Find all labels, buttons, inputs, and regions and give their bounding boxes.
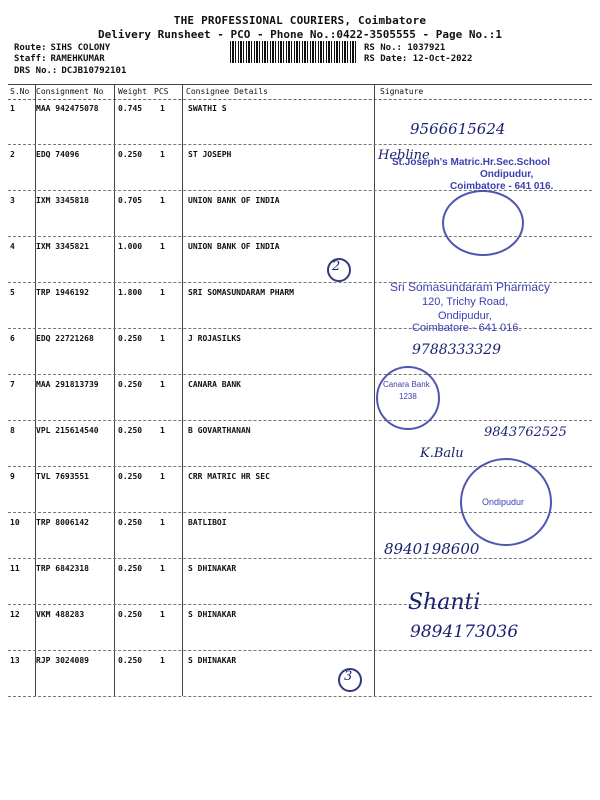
table-row bbox=[8, 558, 592, 605]
cell-sno: 3 bbox=[10, 196, 15, 205]
cell-consignee: CRR MATRIC HR SEC bbox=[188, 472, 270, 481]
drs-label: DRS No.: bbox=[14, 66, 58, 76]
cell-sno: 1 bbox=[10, 104, 15, 113]
rs-date-label: RS Date: bbox=[364, 54, 408, 64]
cell-consignee: S DHINAKAR bbox=[188, 656, 237, 665]
rs-no-label: RS No.: bbox=[364, 43, 402, 53]
cell-pcs: 1 bbox=[160, 334, 165, 343]
cell-pcs: 1 bbox=[160, 610, 165, 619]
stamp-canara-code: 1238 bbox=[399, 392, 417, 401]
document-title: THE PROFESSIONAL COURIERS, Coimbatore bbox=[173, 14, 427, 27]
cell-consignee: UNION BANK OF INDIA bbox=[188, 242, 280, 251]
staff-field bbox=[14, 54, 105, 64]
rs-no-value: 1037921 bbox=[407, 43, 446, 53]
handwritten-signature: Shanti bbox=[408, 590, 481, 615]
cell-sno: 12 bbox=[10, 610, 20, 619]
cell-pcs: 1 bbox=[160, 196, 165, 205]
cell-consignment-no: RJP 3024089 bbox=[36, 656, 89, 665]
handwritten-phone: 9843762525 bbox=[484, 425, 567, 440]
cell-pcs: 1 bbox=[160, 104, 165, 113]
handwritten-phone: 9566615624 bbox=[410, 120, 506, 138]
cell-sno: 5 bbox=[10, 288, 15, 297]
cell-consignment-no: TRP 6842318 bbox=[36, 564, 89, 573]
table-row bbox=[8, 650, 592, 697]
cell-weight: 0.250 bbox=[118, 150, 143, 159]
cell-pcs: 1 bbox=[160, 150, 165, 159]
cell-consignee: CANARA BANK bbox=[188, 380, 241, 389]
cell-weight: 0.250 bbox=[118, 518, 143, 527]
cell-sno: 9 bbox=[10, 472, 15, 481]
staff-label: Staff: bbox=[14, 54, 47, 64]
header-signature: Signature bbox=[380, 87, 424, 96]
cell-sno: 2 bbox=[10, 150, 15, 159]
cell-sno: 10 bbox=[10, 518, 20, 527]
stamp-canara-name: Canara Bank bbox=[383, 380, 430, 389]
handwritten-number: 2 bbox=[332, 259, 341, 274]
cell-consignment-no: MAA 942475078 bbox=[36, 104, 99, 113]
stamp-school-name: St.Joseph's Matric.Hr.Sec.School bbox=[392, 157, 550, 168]
cell-sno: 11 bbox=[10, 564, 20, 573]
rs-date-value: 12-Oct-2022 bbox=[412, 54, 473, 64]
cell-weight: 1.800 bbox=[118, 288, 143, 297]
stamp-pharmacy-name: Sri Somasundaram Pharmacy bbox=[390, 280, 551, 294]
header-sno: S.No bbox=[10, 87, 30, 96]
handwritten-phone: 8940198600 bbox=[384, 540, 480, 558]
cell-sno: 8 bbox=[10, 426, 15, 435]
cell-pcs: 1 bbox=[160, 288, 165, 297]
cell-weight: 0.250 bbox=[118, 380, 143, 389]
cell-weight: 0.250 bbox=[118, 564, 143, 573]
cell-consignment-no: TVL 7693551 bbox=[36, 472, 89, 481]
cell-consignee: J ROJASILKS bbox=[188, 334, 241, 343]
cell-weight: 0.705 bbox=[118, 196, 143, 205]
handwritten-signature: Hebline bbox=[378, 148, 430, 163]
table-row bbox=[8, 374, 592, 421]
handwritten-phone: 9894173036 bbox=[410, 622, 519, 642]
handwritten-signature: K.Balu bbox=[420, 446, 464, 461]
handwritten-number: 3 bbox=[344, 669, 353, 684]
handwritten-phone: 9788333329 bbox=[412, 342, 502, 358]
cell-consignment-no: MAA 291813739 bbox=[36, 380, 99, 389]
cell-consignee: UNION BANK OF INDIA bbox=[188, 196, 280, 205]
drs-field bbox=[14, 66, 126, 76]
stamp-pharmacy-area: Ondipudur, bbox=[438, 310, 492, 322]
cell-pcs: 1 bbox=[160, 242, 165, 251]
cell-consignment-no: TRP 8006142 bbox=[36, 518, 89, 527]
stamp-school-area: Ondipudur, bbox=[480, 169, 534, 180]
header-pcs: PCS bbox=[154, 87, 169, 96]
rs-no-field bbox=[364, 43, 445, 53]
cell-consignment-no: VKM 488283 bbox=[36, 610, 85, 619]
table-row bbox=[8, 328, 592, 375]
document-subtitle: Delivery Runsheet - PCO - Phone No.:0422-3505555 - Page No.:1 bbox=[98, 28, 502, 41]
route-field bbox=[14, 43, 110, 53]
cell-consignment-no: EDQ 74096 bbox=[36, 150, 80, 159]
cell-weight: 0.250 bbox=[118, 656, 143, 665]
cell-pcs: 1 bbox=[160, 656, 165, 665]
header-consignment-no: Consignment No bbox=[36, 87, 104, 96]
stamp-crr-area: Ondipudur bbox=[482, 497, 525, 507]
cell-consignment-no: EDQ 22721268 bbox=[36, 334, 94, 343]
bank-seal-stamp bbox=[442, 190, 524, 256]
stamp-school-city: Coimbatore - 641 016. bbox=[450, 181, 554, 192]
header-consignee-details: Consignee Details bbox=[186, 87, 268, 96]
cell-consignee: S DHINAKAR bbox=[188, 610, 237, 619]
stamp-pharmacy-city: Coimbatore - 641 016. bbox=[412, 322, 522, 334]
cell-pcs: 1 bbox=[160, 518, 165, 527]
staff-value: RAMEHKUMAR bbox=[50, 54, 105, 64]
cell-weight: 0.745 bbox=[118, 104, 143, 113]
cell-sno: 7 bbox=[10, 380, 15, 389]
cell-consignee: BATLIBOI bbox=[188, 518, 227, 527]
cell-weight: 1.000 bbox=[118, 242, 143, 251]
cell-weight: 0.250 bbox=[118, 426, 143, 435]
cell-sno: 4 bbox=[10, 242, 15, 251]
cell-pcs: 1 bbox=[160, 426, 165, 435]
cell-consignment-no: IXM 3345821 bbox=[36, 242, 89, 251]
rs-date-field bbox=[364, 54, 472, 64]
cell-sno: 13 bbox=[10, 656, 20, 665]
cell-consignee: S DHINAKAR bbox=[188, 564, 237, 573]
drs-value: DCJB10792101 bbox=[61, 66, 127, 76]
cell-consignee: SWATHI S bbox=[188, 104, 227, 113]
header-weight: Weight bbox=[118, 87, 147, 96]
cell-weight: 0.250 bbox=[118, 472, 143, 481]
cell-consignee: SRI SOMASUNDARAM PHARM bbox=[188, 288, 294, 297]
cell-pcs: 1 bbox=[160, 472, 165, 481]
cell-consignment-no: TRP 1946192 bbox=[36, 288, 89, 297]
stamp-pharmacy-street: 120, Trichy Road, bbox=[422, 296, 509, 308]
cell-weight: 0.250 bbox=[118, 610, 143, 619]
cell-consignment-no: VPL 215614540 bbox=[36, 426, 99, 435]
route-label: Route: bbox=[14, 43, 47, 53]
cell-consignee: B GOVARTHANAN bbox=[188, 426, 251, 435]
cell-pcs: 1 bbox=[160, 380, 165, 389]
cell-sno: 6 bbox=[10, 334, 15, 343]
barcode bbox=[230, 41, 358, 63]
route-value: SIHS COLONY bbox=[50, 43, 111, 53]
cell-consignment-no: IXM 3345818 bbox=[36, 196, 89, 205]
cell-weight: 0.250 bbox=[118, 334, 143, 343]
cell-pcs: 1 bbox=[160, 564, 165, 573]
cell-consignee: ST JOSEPH bbox=[188, 150, 232, 159]
